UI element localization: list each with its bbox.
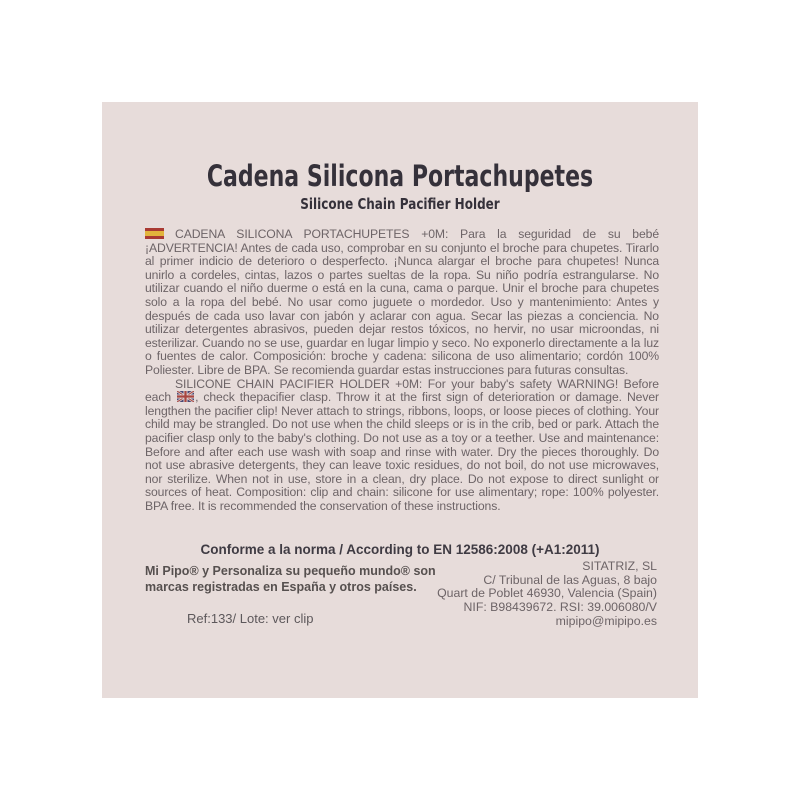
- english-instructions-text-before-flag: SILICONE CHAIN PACIFIER HOLDER +0M: For your baby's safety WARNING! Before each: [145, 376, 659, 405]
- company-nif-rsi: NIF: B98439672. RSI: 39.006080/V: [463, 600, 657, 615]
- company-email: mipipo@mipipo.es: [555, 613, 657, 628]
- trademark-notice: [145, 563, 465, 595]
- spanish-instructions-text: CADENA SILICONA PORTACHUPETES +0M: Para la seguridad de su bebé ¡ADVERTENCIA! Antes de cada uso, comprobar en su conjunto el broche para chupetes. Tirarlo al primer indicio de deterioro o desperfecto. ¡Nunca alargar el broche para chupetes! Nunca unirlo a cordeles, cintas, lazos o partes sueltas de la ropa. Su niño podría estrangularse. No utilizar cuando el niño duerme o está en la cuna, cama o parque. Unir el broche para chupetes solo a la ropa del bebé. No usar como juguete o mordedor. Uso y mantenimiento: Antes y después de cada uso lavar con jabón y aclarar con agua. Secar las piezas a conciencia. No utilizar detergentes abrasivos, pueden dejar restos tóxicos, no hervir, no usar microondas, ni esterilizar. Cuando no se use, guardar en lugar limpio y seco. No exponerlo directamente a la luz o fuentes de calor. Composición: broche y cadena: silicona de uso alimentario; cordón 100% Poliester. Libre de BPA. Se recomienda guardar estas instrucciones para futuras consultas.: [145, 227, 659, 377]
- english-instructions-paragraph: [145, 378, 659, 514]
- company-name: SITATRIZ, SL: [582, 559, 657, 573]
- english-instructions-text-after-flag: , check thepacifier clasp. Throw it at the first sign of deterioration or damage. Never lengthen the pacifier clip! Never attach to strings, ribbons, loops, or loose pieces of clothing. Your child may be strangled. Do not use when the child sleeps or is in the crib, bed or park. Attach the pacifier clasp only to the baby's clothing. Do not use as a toy or a teether. Use and maintenance: Before and after each use wash with soap and rinse with water. Dry the pieces thoroughly. Do not use abrasive detergents, they can leave toxic residues, do not boil, do not use microwaves, nor sterilize. When not in use, store in a clean, dry place. Do not expose to direct sunlight or sources of heat. Composition: clip and chain: silicone for use alimentary; rope: 100% polyester. BPA free. It is recommended the conservation of these instructions.: [145, 390, 659, 513]
- uk-flag-icon: [177, 391, 194, 402]
- trademark-line-2: marcas registradas en España y otros países.: [145, 580, 417, 594]
- spain-flag-icon: [145, 228, 164, 239]
- product-label-panel: [102, 102, 698, 698]
- product-title: Cadena Silicona Portachupetes: [206, 159, 594, 193]
- company-address-block: [437, 560, 657, 629]
- compliance-statement: Conforme a la norma / According to EN 12586:2008 (+A1:2011): [200, 542, 600, 557]
- ref-lote-text: Ref:133/ Lote: ver clip: [187, 611, 314, 626]
- spanish-instructions-paragraph: [145, 228, 659, 378]
- product-subtitle: Silicone Chain Pacifier Holder: [300, 195, 500, 213]
- instructions-block: [145, 228, 659, 513]
- trademark-line-1: Mi Pipo® y Personaliza su pequeño mundo® son: [145, 564, 436, 578]
- company-city: Quart de Poblet 46930, Valencia (Spain): [437, 586, 657, 601]
- company-street: C/ Tribunal de las Aguas, 8 bajo: [483, 572, 657, 587]
